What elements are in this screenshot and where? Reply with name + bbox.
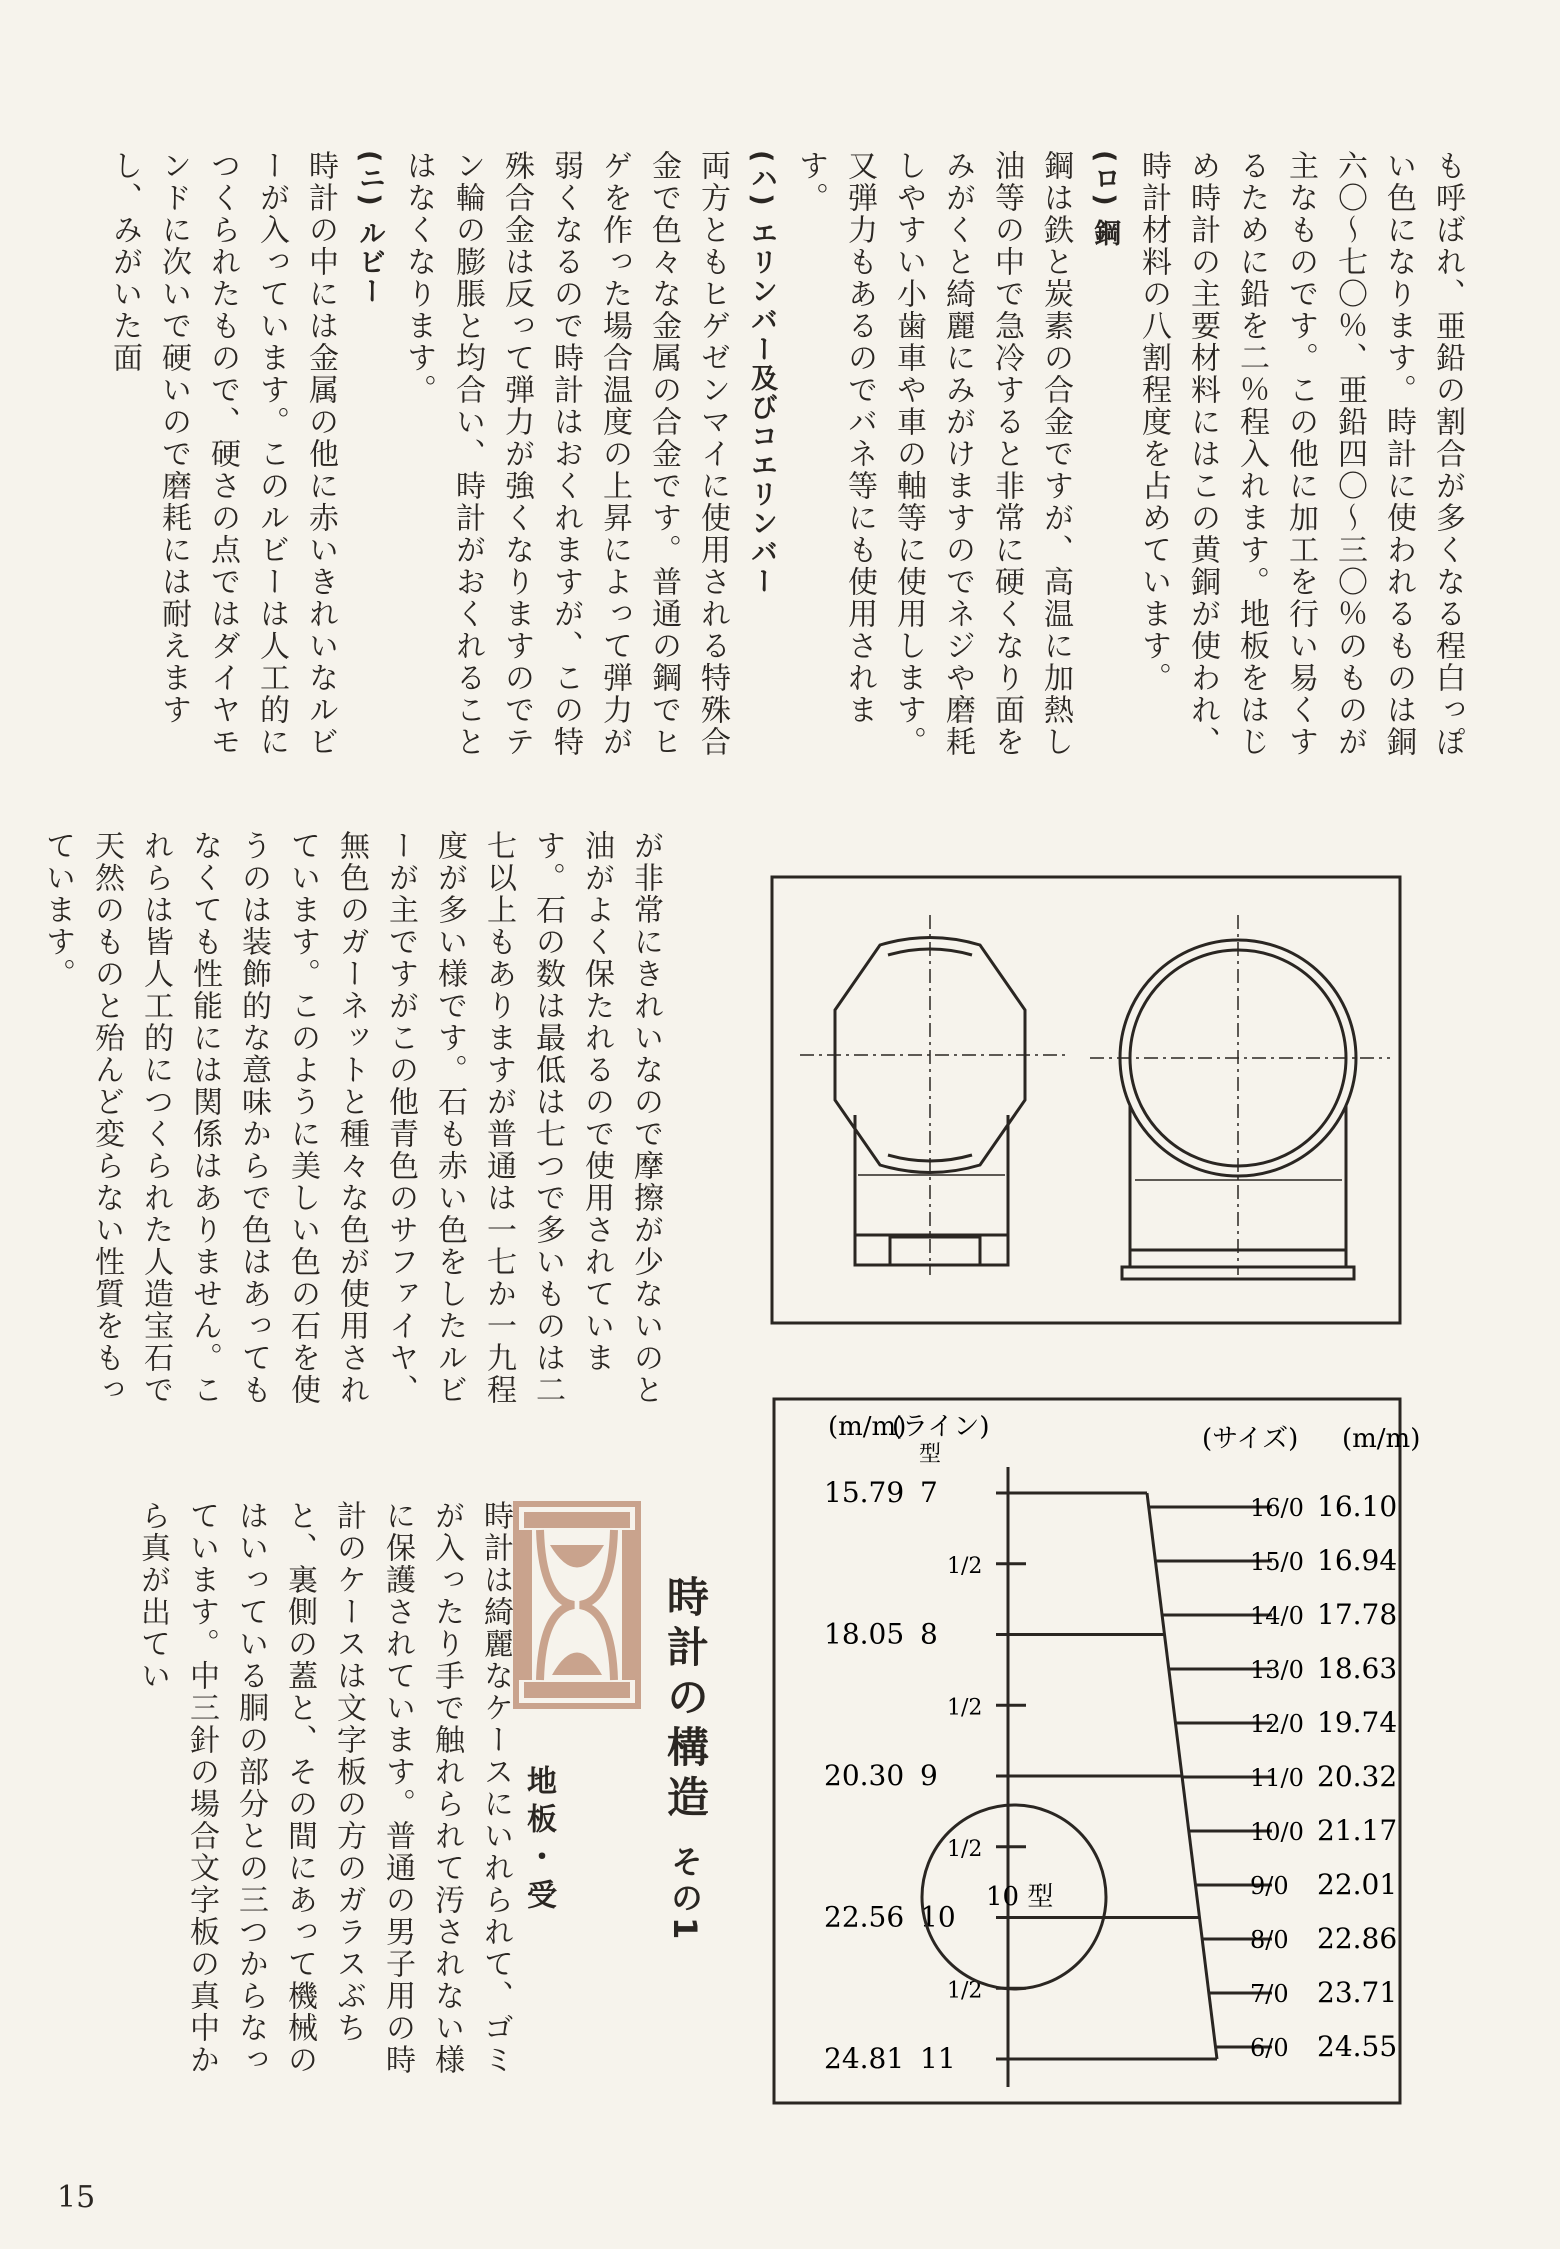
right-mm-label: 19.74	[1317, 1706, 1398, 1739]
left-unit-label: (m/m)	[828, 1412, 907, 1442]
right-mm-label: 17.78	[1317, 1598, 1398, 1631]
right-mm-label: 24.55	[1317, 2030, 1398, 2063]
right-unit-label: (m/m)	[1342, 1424, 1421, 1454]
right-size-label: 6/0	[1250, 2034, 1289, 2062]
right-mm-label: 16.94	[1317, 1544, 1398, 1577]
section-subtitle: 地板・受	[521, 1765, 556, 1917]
page-number: 15	[57, 2180, 96, 2215]
right-size-label: 16/0	[1250, 1494, 1304, 1522]
right-header: (サイズ)	[1202, 1424, 1299, 1454]
circle-label: 10 型	[986, 1882, 1054, 1912]
heading-ha: (ハ) エリンバー及びコエリンバー	[746, 150, 777, 597]
right-size-label: 14/0	[1250, 1602, 1304, 1630]
left-type-label: 1/2	[947, 1978, 983, 2004]
section2-column	[40, 830, 670, 1410]
section3-column	[100, 1500, 520, 2100]
left-type-label: 8	[920, 1617, 938, 1651]
right-mm-label: 22.86	[1317, 1922, 1398, 1955]
watch-diagram	[770, 875, 1402, 1325]
right-size-label: 10/0	[1250, 1818, 1304, 1846]
left-type-label: 1/2	[947, 1553, 983, 1579]
right-size-label: 13/0	[1250, 1656, 1304, 1684]
section-title-block	[655, 1575, 715, 2135]
right-size-label: 11/0	[1250, 1764, 1304, 1792]
ni-text: 時計の中には金属の他に赤いきれいなルビーが入っています。このルビーは人工的につくられたもので、硬さの点ではダイヤモンドに次いで硬いので磨耗には耐えますし、みがいた面	[107, 150, 338, 758]
left-type-header: (ライン)	[892, 1412, 990, 1442]
section1-column	[100, 150, 1472, 780]
section-title: 時計の構造	[661, 1575, 710, 1825]
left-type-label: 9	[920, 1759, 938, 1792]
right-mm-label: 20.32	[1317, 1760, 1398, 1793]
left-type-label: 7	[920, 1476, 938, 1509]
left-mm-label: 15.79	[824, 1476, 905, 1509]
right-size-label: 8/0	[1250, 1926, 1289, 1954]
section3-text: 時計は綺麗なケースにいれられて、ゴミが入ったり手で触れられて汚されない様に保護されています。普通の男子用の時計のケースは文字板の方のガラスぶちと、裏側の蓋と、その間にあって機械のはいっている胴の部分との三つからなっています。中三針の場合文字板の真中から真が出てい	[135, 1500, 513, 2076]
hourglass-icon	[512, 1500, 642, 1710]
heading-ni: (ニ) ルビー	[354, 150, 385, 307]
left-type-label: 10	[920, 1900, 956, 1934]
section-subtitle-block	[516, 1765, 560, 2065]
right-mm-label: 16.10	[1317, 1490, 1398, 1523]
right-size-label: 15/0	[1250, 1548, 1304, 1576]
right-size-label: 7/0	[1250, 1980, 1289, 2008]
left-type-label: 1/2	[947, 1836, 983, 1862]
left-type-label: 11	[920, 2042, 956, 2075]
left-mm-label: 22.56	[824, 1900, 905, 1934]
left-mm-label: 20.30	[824, 1759, 905, 1792]
heading-ro: (ロ) 鋼	[1089, 150, 1120, 249]
right-mm-label: 21.17	[1317, 1814, 1398, 1847]
right-mm-label: 18.63	[1317, 1652, 1398, 1685]
size-chart	[772, 1397, 1421, 2105]
ro-text: 鋼は鉄と炭素の合金ですが、高温に加熱し油等の中で急冷すると非常に硬くなり面をみがくと綺麗にみがけますのでネジや磨耗しやすい小歯車や車の軸等に使用します。又弾力もあるのでバネ等にも使用されます。	[793, 150, 1073, 758]
left-mm-label: 24.81	[824, 2042, 905, 2075]
left-type-sub: 型	[919, 1442, 942, 1467]
right-mm-label: 22.01	[1317, 1868, 1398, 1901]
right-size-label: 9/0	[1250, 1872, 1289, 1900]
ha-text: 両方ともヒゲゼンマイに使用される特殊合金で色々な金属の合金です。普通の鋼でヒゲを作った場合温度の上昇によって弾力が弱くなるので時計はおくれますが、この特殊合金は反って弾力が強くなりますのでテン輪の膨脹と均合い、時計がおくれることはなくなります。	[401, 150, 730, 758]
left-mm-label: 18.05	[824, 1617, 905, 1651]
right-size-label: 12/0	[1250, 1710, 1304, 1738]
section-title-suffix: その1	[666, 1845, 704, 1944]
section2-text: が非常にきれいなので摩擦が少ないのと油がよく保たれるので使用されています。石の数は最低は七つで多いものは二七以上もありますが普通は一七か一九程度が多い様です。石も赤い色をしたルビーが主ですがこの他青色のサファイヤ、無色のガーネットと種々な色が使用されています。このように美しい色の石を使うのは装飾的な意味からで色はあってもなくても性能には関係はありません。これらは皆人工的につくられた人造宝石で天然のものと殆んど変らない性質をもっています。	[40, 830, 663, 1406]
left-type-label: 1/2	[947, 1695, 983, 1721]
section1-paragraph: も呼ばれ、亜鉛の割合が多くなる程白っぽい色になります。時計に使われるものは銅六〇～七〇％、亜鉛四〇～三〇％のものが主なものです。この他に加工を行い易くするために鉛を二％程入れます。地板をはじめ時計の主要材料にはこの黄銅が使われ、時計材料の八割程度を占めています。	[1136, 150, 1465, 758]
right-mm-label: 23.71	[1317, 1976, 1398, 2009]
